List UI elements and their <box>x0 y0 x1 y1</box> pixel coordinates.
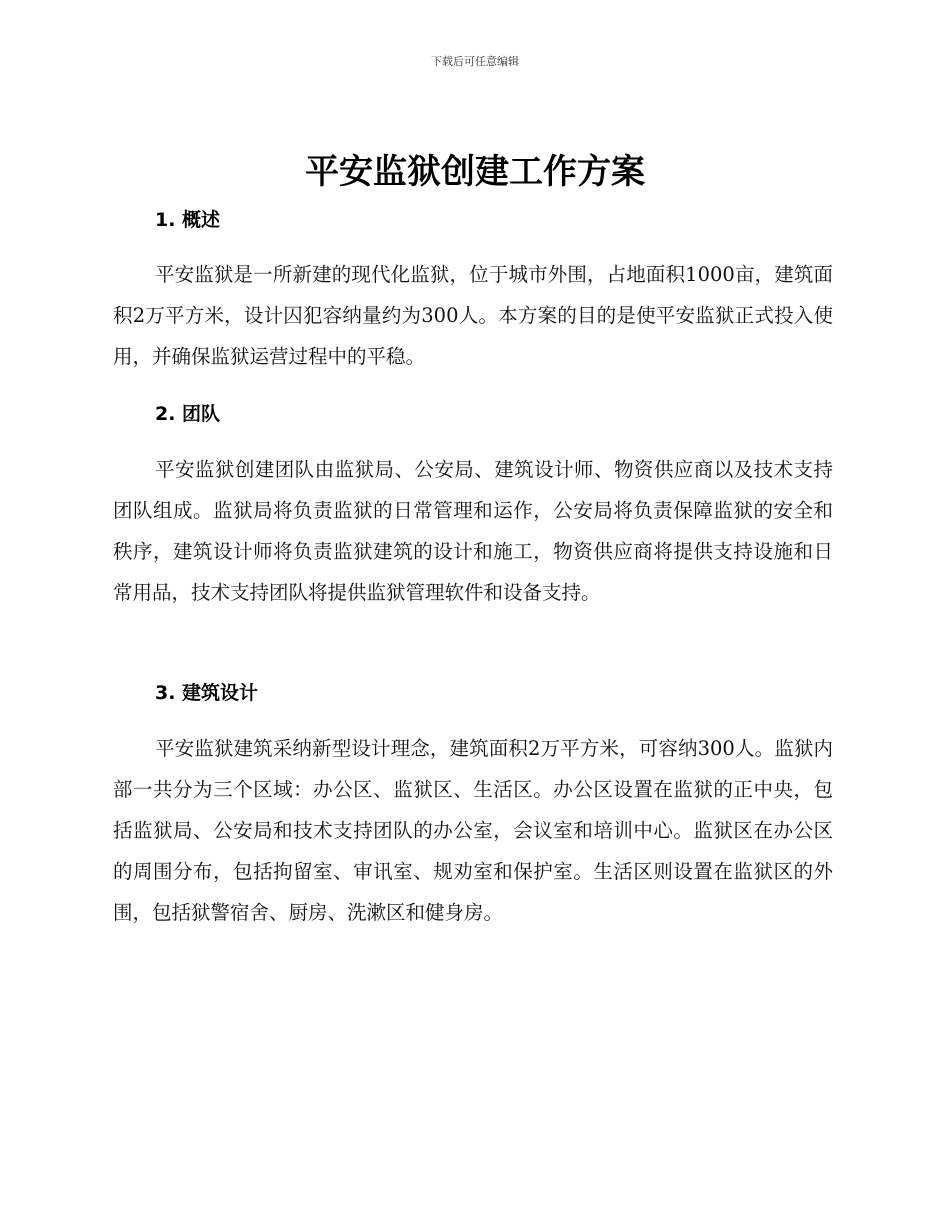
section-body-team: 平安监狱创建团队由监狱局、公安局、建筑设计师、物资供应商以及技术支持团队组成。监狱局将负责监狱的日常管理和运作，公安局将负责保障监狱的安全和秩序，建筑设计师将负责监狱建筑的设计和施工，物资供应商将提供支持设施和日常用品，技术支持团队将提供监狱管理软件和设备支持。 <box>113 458 833 604</box>
section-body-architecture: 平安监狱建筑采纳新型设计理念，建筑面积2万平方米，可容纳300人。监狱内部一共分为三个区域：办公区、监狱区、生活区。办公区设置在监狱的正中央，包括监狱局、公安局和技术支持团队的办公室，会议室和培训中心。监狱区在办公区的周围分布，包括拘留室、审讯室、规劝室和保护室。生活区则设置在监狱区的外围，包括狱警宿舍、厨房、洗漱区和健身房。 <box>113 737 833 924</box>
section-heading-team: 2. 团队 <box>155 403 221 425</box>
page-header-note: 下载后可任意编辑 <box>431 55 519 68</box>
section-heading-overview: 1. 概述 <box>155 209 221 231</box>
document-title: 平安监狱创建工作方案 <box>305 152 645 192</box>
section-body-overview: 平安监狱是一所新建的现代化监狱，位于城市外围，占地面积1000亩，建筑面积2万平方米，设计囚犯容纳量约为300人。本方案的目的是使平安监狱正式投入使用，并确保监狱运营过程中的平稳。 <box>113 263 833 368</box>
section-heading-architecture: 3. 建筑设计 <box>155 682 259 704</box>
